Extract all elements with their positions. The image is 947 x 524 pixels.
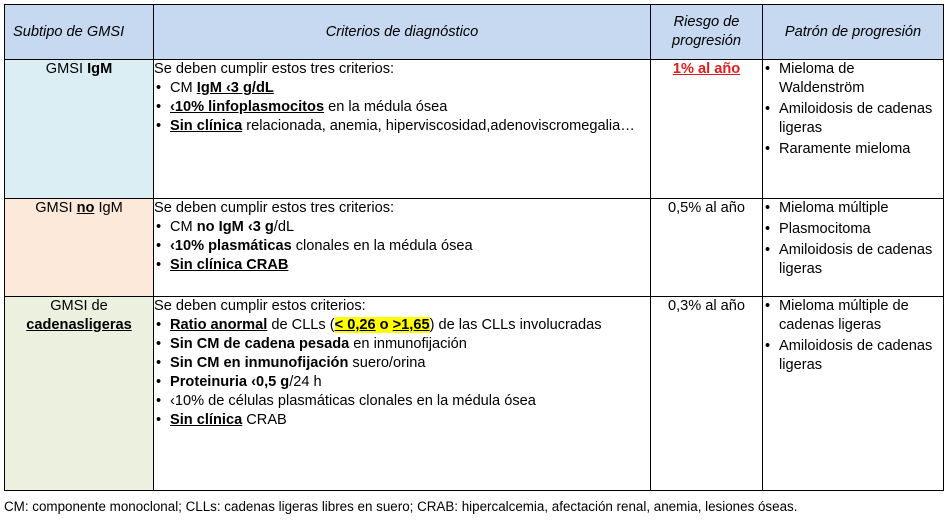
- criterion-strong: Sin clínica CRAB: [170, 257, 289, 273]
- criterion-text: en la médula ósea: [324, 99, 448, 115]
- header-risk: Riesgo de progresión: [651, 5, 763, 60]
- criteria-list: [154, 79, 650, 136]
- risk-cell: [651, 297, 763, 491]
- criteria-cell: [154, 297, 651, 491]
- criterion-strong: IgM ‹3 g/dL: [196, 80, 274, 96]
- criterion-strong: Proteinuria ‹0,5 g: [170, 374, 290, 390]
- risk-value: 0,5% al año: [667, 200, 746, 216]
- subtype-line2: cadenasligeras: [26, 317, 132, 333]
- criterion: [154, 335, 650, 354]
- criterion-strong: Sin clínica: [170, 412, 243, 428]
- table-row-no-igm: [5, 199, 944, 297]
- subtype-cell: [5, 297, 154, 491]
- criterion-strong: Ratio anormal: [170, 317, 268, 333]
- criterion-text: CRAB: [242, 412, 287, 428]
- criterion: [154, 411, 650, 430]
- criteria-cell: [154, 199, 651, 297]
- criterion-text: clonales en la médula ósea: [291, 238, 473, 254]
- subtype-cell: [5, 60, 154, 199]
- criterion-text: CM: [170, 80, 197, 96]
- criterion-strong: Sin CM de cadena pesada: [170, 336, 350, 352]
- risk-value: 0,3% al año: [667, 298, 746, 314]
- criterion: [154, 79, 650, 98]
- criterion: [154, 392, 650, 411]
- criterion-strong: no IgM: [196, 219, 244, 235]
- subtype-suffix: IgM: [94, 200, 123, 216]
- criterion-strong: ‹10% plasmáticas: [170, 238, 292, 254]
- criterion-strong: Sin CM en inmunofijación: [170, 355, 349, 371]
- criterion: [154, 117, 650, 136]
- pattern-item: • Mieloma múltiple: [763, 199, 943, 218]
- risk-cell: [651, 199, 763, 297]
- risk-value: 1% al año: [672, 61, 741, 77]
- pattern-item: • Mieloma múltiple de cadenas ligeras: [763, 297, 943, 335]
- pattern-item: • Plasmocitoma: [763, 220, 943, 239]
- criteria-cell: [154, 60, 651, 199]
- criteria-intro: Se deben cumplir estos tres criterios:: [154, 61, 395, 77]
- criterion-highlight: >1,65: [392, 317, 430, 333]
- pattern-item: • Amiloidosis de cadenas ligeras: [763, 241, 943, 279]
- pattern-item: • Amiloidosis de cadenas ligeras: [763, 337, 943, 375]
- criterion-text: relacionada, anemia, hiperviscosidad,adenoviscromegalia…: [242, 118, 635, 134]
- criterion-text: en inmunofijación: [349, 336, 467, 352]
- criterion-text: CM: [170, 219, 197, 235]
- pattern-cell: [763, 60, 944, 199]
- criteria-intro: Se deben cumplir estos criterios:: [154, 298, 366, 314]
- subtype-prefix: GMSI: [45, 61, 88, 77]
- criterion-text: suero/orina: [348, 355, 426, 371]
- header-criteria: Criterios de diagnóstico: [154, 5, 651, 60]
- subtype-prefix: GMSI: [35, 200, 77, 216]
- criterion-text: /24 h: [289, 374, 322, 390]
- pattern-item: • Amiloidosis de cadenas ligeras: [763, 100, 943, 138]
- pattern-list: [763, 297, 943, 375]
- pattern-item: • Raramente mieloma: [763, 140, 943, 159]
- subtype-strong: IgM: [87, 61, 113, 77]
- subtype-cell: [5, 199, 154, 297]
- pattern-cell: [763, 199, 944, 297]
- criteria-intro: Se deben cumplir estos tres criterios:: [154, 200, 395, 216]
- pattern-item: • Mieloma de Waldenström: [763, 60, 943, 98]
- criterion: [154, 237, 650, 256]
- gmsi-table: [4, 4, 944, 491]
- subtype-line1: GMSI de: [50, 298, 108, 314]
- criterion-text: de CLLs (: [267, 317, 335, 333]
- subtype-strong: no: [76, 200, 95, 216]
- criterion-text: ) de las CLLs involucradas: [429, 317, 602, 333]
- table-row-light-chain: [5, 297, 944, 491]
- criterion: [154, 373, 650, 392]
- criterion-text: ‹10% de células plasmáticas clonales en la médula ósea: [170, 393, 536, 409]
- criterion: [154, 354, 650, 373]
- pattern-cell: [763, 297, 944, 491]
- criterion: [154, 256, 650, 275]
- criterion-highlight: < 0,26: [334, 317, 376, 333]
- table-row-igm: [5, 60, 944, 199]
- header-pattern: Patrón de progresión: [763, 5, 944, 60]
- footnote: CM: componente monoclonal; CLLs: cadenas ligeras libres en suero; CRAB: hipercalcemia, afectación renal, anemia, lesiones óseas.: [4, 499, 798, 514]
- criterion-strong: ‹3 g: [243, 219, 274, 235]
- criterion-text: /dL: [273, 219, 295, 235]
- pattern-list: [763, 199, 943, 279]
- criteria-list: [154, 218, 650, 275]
- criterion: [154, 98, 650, 117]
- criterion: [154, 316, 650, 335]
- criterion: [154, 218, 650, 237]
- criterion-strong: ‹10% linfoplasmocitos: [170, 99, 325, 115]
- header-subtype: Subtipo de GMSI: [5, 5, 154, 60]
- header-row: [5, 5, 944, 60]
- criterion-highlight: o: [375, 317, 393, 333]
- risk-cell: [651, 60, 763, 199]
- pattern-list: [763, 60, 943, 159]
- criterion-strong: Sin clínica: [170, 118, 243, 134]
- criteria-list: [154, 316, 650, 430]
